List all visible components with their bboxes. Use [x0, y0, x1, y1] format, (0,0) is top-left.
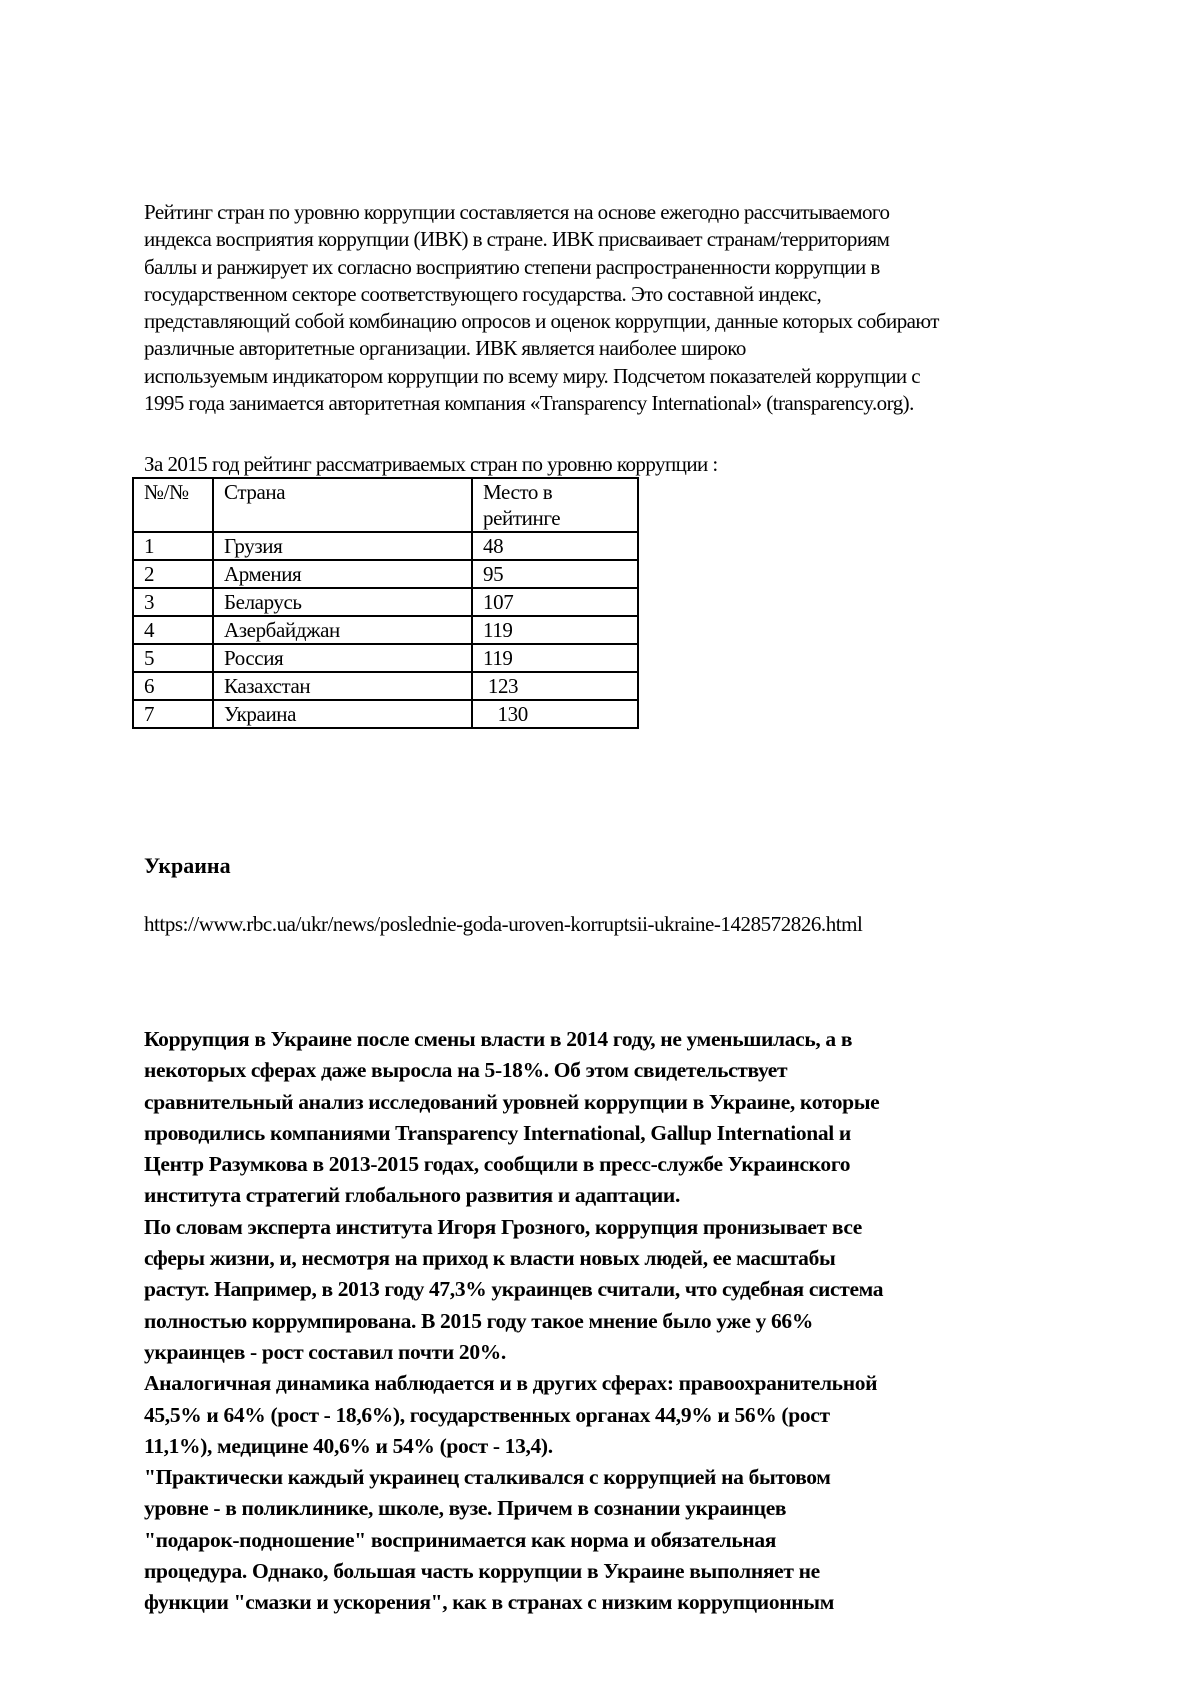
table-caption: За 2015 год рейтинг рассматриваемых стран по уровню коррупции :	[144, 452, 718, 476]
text-line: сравнительный анализ исследований уровней коррупции в Украине, которые	[144, 1089, 880, 1114]
table-row	[133, 616, 638, 644]
text-line: Рейтинг стран по уровню коррупции составляется на основе ежегодно рассчитываемого	[144, 200, 890, 224]
text-line: представляющий собой комбинацию опросов и оценок коррупции, данные которых собирают	[144, 309, 939, 334]
header-country: Страна	[213, 478, 472, 532]
section-heading: Украина	[144, 853, 231, 878]
text-line: функции "смазки и ускорения", как в странах с низким коррупционным	[144, 1590, 835, 1615]
cell-number: 1	[133, 532, 213, 560]
text-line: Аналогичная динамика наблюдается и в других сферах: правоохранительной	[144, 1371, 878, 1396]
table-row	[133, 644, 638, 672]
text-line: института стратегий глобального развития и адаптации.	[144, 1183, 680, 1208]
text-line: 1995 года занимается авторитетная компания «Transparency International» (transparency.org).	[144, 391, 914, 416]
text-line: полностью коррумпирована. В 2015 году такое мнение было уже у 66%	[144, 1308, 813, 1333]
cell-number: 4	[133, 616, 213, 644]
header-rank-line2: рейтинге	[483, 506, 561, 530]
text-line: "подарок-подношение" воспринимается как норма и обязательная	[144, 1527, 777, 1552]
table-row	[133, 588, 638, 616]
table-row	[133, 700, 638, 728]
cell-number: 7	[133, 700, 213, 728]
text-line: украинцев - рост составил почти 20%.	[144, 1339, 506, 1364]
text-line: государственном секторе соответствующего государства. Это составной индекс,	[144, 281, 822, 306]
table-row	[133, 560, 638, 588]
table-row	[133, 672, 638, 700]
cell-rank: 130	[472, 700, 638, 728]
text-line: процедура. Однако, большая часть коррупции в Украине выполняет не	[144, 1559, 820, 1584]
cell-country: Казахстан	[213, 672, 472, 700]
text-line: индекса восприятия коррупции (ИВК) в стране. ИВК присваивает странам/территориям	[144, 227, 890, 252]
cell-rank: 95	[472, 560, 638, 588]
cell-country: Украина	[213, 700, 472, 728]
text-line: уровне - в поликлинике, школе, вузе. Причем в сознании украинцев	[144, 1496, 787, 1521]
source-link[interactable]: https://www.rbc.ua/ukr/news/poslednie-goda-uroven-korruptsii-ukraine-1428572826.html	[144, 912, 863, 936]
text-line: Центр Разумкова в 2013-2015 годах, сообщили в пресс-службе Украинского	[144, 1152, 851, 1177]
header-number: №/№	[133, 478, 213, 532]
cell-rank: 119	[472, 644, 638, 672]
text-line: По словам эксперта института Игоря Грозного, коррупция пронизывает все	[144, 1214, 862, 1239]
cell-country: Азербайджан	[213, 616, 472, 644]
text-line: различные авторитетные организации. ИВК является наиболее широко	[144, 336, 746, 361]
cell-country: Армения	[213, 560, 472, 588]
text-line: сферы жизни, и, несмотря на приход к власти новых людей, ее масштабы	[144, 1246, 836, 1271]
header-rank	[472, 478, 638, 532]
cell-number: 3	[133, 588, 213, 616]
cell-country: Россия	[213, 644, 472, 672]
text-line: некоторых сферах даже выросла на 5-18%. Об этом свидетельствует	[144, 1058, 788, 1083]
text-line: растут. Например, в 2013 году 47,3% украинцев считали, что судебная система	[144, 1277, 884, 1302]
cell-country: Грузия	[213, 532, 472, 560]
text-line: баллы и ранжирует их согласно восприятию степени распространенности коррупции в	[144, 254, 880, 279]
text-line: Коррупция в Украине после смены власти в 2014 году, не уменьшилась, а в	[144, 1027, 853, 1051]
header-rank-line1: Место в	[483, 480, 553, 504]
cell-rank: 123	[472, 672, 638, 700]
text-line: 45,5% и 64% (рост - 18,6%), государственных органах 44,9% и 56% (рост	[144, 1402, 830, 1427]
corruption-rating-table	[132, 477, 639, 729]
cell-number: 2	[133, 560, 213, 588]
cell-rank: 107	[472, 588, 638, 616]
intro-paragraph	[144, 199, 939, 417]
cell-rank: 48	[472, 532, 638, 560]
table-row	[133, 532, 638, 560]
cell-country: Беларусь	[213, 588, 472, 616]
text-line: "Практически каждый украинец сталкивался с коррупцией на бытовом	[144, 1465, 831, 1490]
cell-rank: 119	[472, 616, 638, 644]
table-header-row	[133, 478, 638, 532]
article-body	[144, 1024, 883, 1619]
cell-number: 6	[133, 672, 213, 700]
text-line: проводились компаниями Transparency International, Gallup International и	[144, 1120, 851, 1145]
text-line: 11,1%), медицине 40,6% и 54% (рост - 13,4).	[144, 1433, 553, 1458]
text-line: используемым индикатором коррупции по всему миру. Подсчетом показателей коррупции с	[144, 363, 921, 388]
cell-number: 5	[133, 644, 213, 672]
